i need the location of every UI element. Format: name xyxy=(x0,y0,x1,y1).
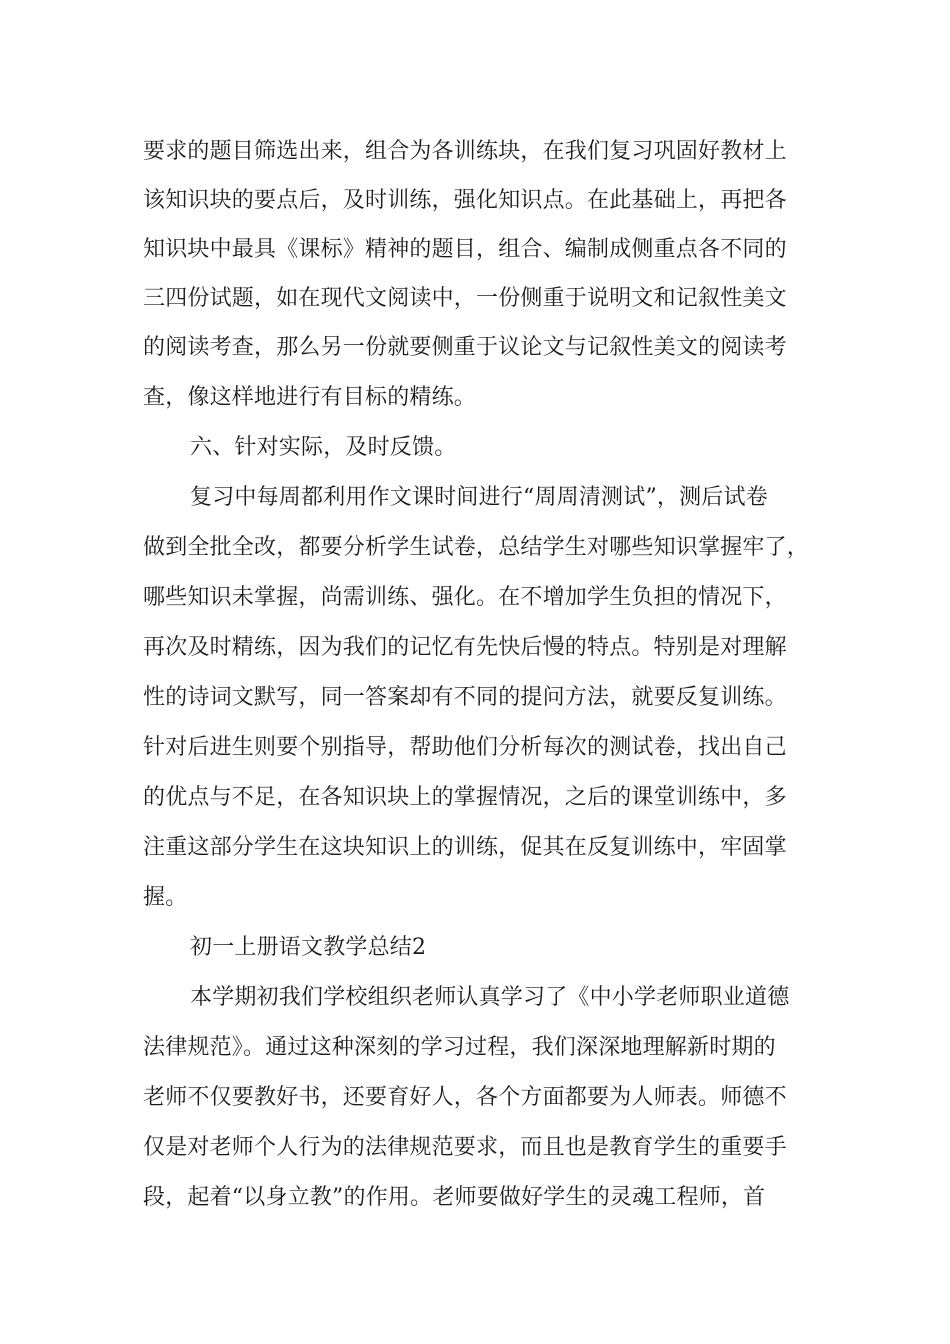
text-line: 法律规范》。通过这种深刻的学习过程，我们深深地理解新时期的 xyxy=(143,1035,776,1060)
text-line: 该知识块的要点后，及时训练，强化知识点。在此基础上，再把各 xyxy=(143,188,787,213)
text-line: 的优点与不足，在各知识块上的掌握情况，之后的课堂训练中，多 xyxy=(143,785,787,810)
text-line: 段，起着“以身立教”的作用。老师要做好学生的灵魂工程师，首 xyxy=(143,1185,766,1210)
text-line: 查，像这样地进行有目标的精练。 xyxy=(143,385,477,410)
text-line: 知识块中最具《课标》精神的题目，组合、编制成侧重点各不同的 xyxy=(143,237,787,262)
text-line: 要求的题目筛选出来，组合为各训练块，在我们复习巩固好教材上 xyxy=(143,139,787,164)
text-line: 注重这部分学生在这块知识上的训练，促其在反复训练中，牢固掌 xyxy=(143,835,787,860)
text-line: 本学期初我们学校组织老师认真学习了《中小学老师职业道德 xyxy=(190,985,790,1010)
section-title: 初一上册语文教学总结2 xyxy=(190,935,427,960)
text-line: 做到全批全改，都要分析学生试卷，总结学生对哪些知识掌握牢了， xyxy=(143,535,810,560)
text-line: 老师不仅要教好书，还要育好人，各个方面都要为人师表。师德不 xyxy=(143,1085,787,1110)
text-line: 握。 xyxy=(143,885,188,910)
text-line: 的阅读考查，那么另一份就要侧重于议论文与记叙性美文的阅读考 xyxy=(143,335,787,360)
text-line: 复习中每周都利用作文课时间进行“周周清测试”，测后试卷 xyxy=(190,485,768,510)
text-line: 再次及时精练，因为我们的记忆有先快后慢的特点。特别是对理解 xyxy=(143,635,787,660)
section-heading: 六、针对实际，及时反馈。 xyxy=(190,435,457,460)
text-line: 三四份试题，如在现代文阅读中，一份侧重于说明文和记叙性美文 xyxy=(143,286,787,311)
text-line: 性的诗词文默写，同一答案却有不同的提问方法，就要反复训练。 xyxy=(143,685,787,710)
text-line: 仅是对老师个人行为的法律规范要求，而且也是教育学生的重要手 xyxy=(143,1135,787,1160)
text-line: 针对后进生则要个别指导，帮助他们分析每次的测试卷，找出自己 xyxy=(143,735,787,760)
text-line: 哪些知识未掌握，尚需训练、强化。在不增加学生负担的情况下， xyxy=(143,585,787,610)
